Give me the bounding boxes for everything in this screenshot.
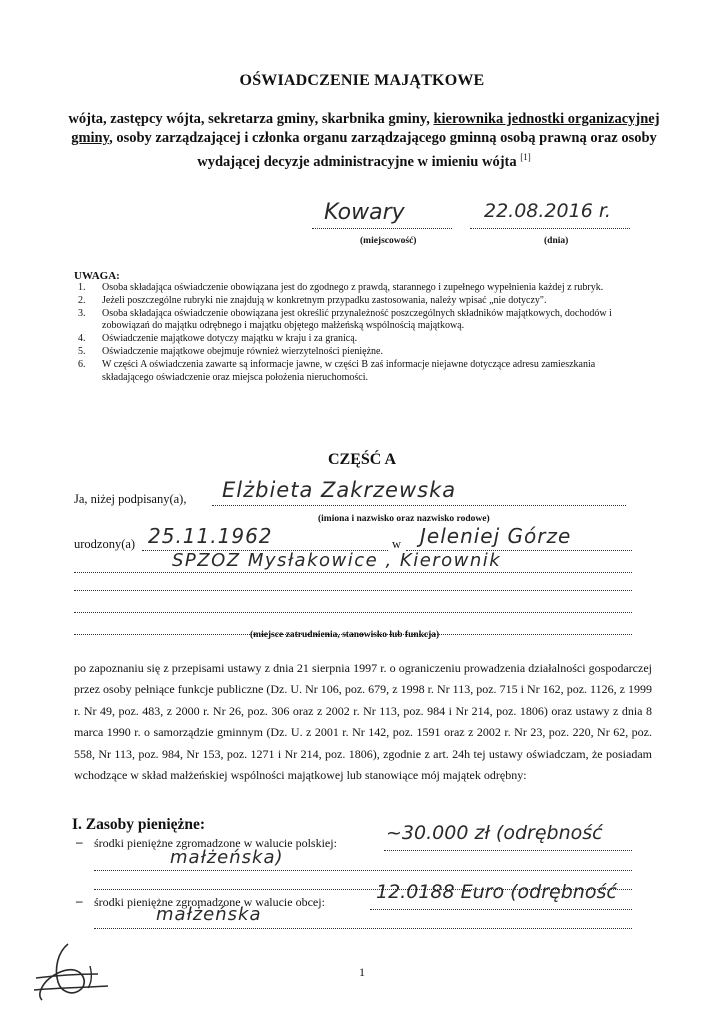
- place-value: Kowary: [324, 200, 405, 225]
- subtitle-text-2: , osoby zarządzającej i członka organu zarządzającego gminną osobą prawną oraz osoby wydającej decyzje administracyjne w imieniu wójta: [109, 130, 657, 170]
- subtitle-text-1: wójta, zastępcy wójta, sekretarza gminy, skarbnika gminy,: [68, 111, 430, 127]
- fx-value-2: małżeńska: [156, 904, 262, 925]
- born-in-label: w: [392, 537, 402, 551]
- uwaga-heading: UWAGA:: [74, 270, 120, 282]
- list-item: 5. Oświadczenie majątkowe obejmuje również wierzytelności pieniężne.: [78, 345, 383, 357]
- fx-label: środki pieniężne zgromadzone w walucie obcej:: [94, 895, 325, 909]
- list-item: 3. Osoba składająca oświadczenie obowiązana jest określić przynależność poszczególnych składników majątkowych, dochodów i zobowiązań do majątku odrębnego i majątku objętego małżeńską wspólnością majątkową.: [78, 307, 612, 332]
- employment-line-2[interactable]: [74, 574, 632, 591]
- born-place-value: Jeleniej Górze: [420, 524, 572, 548]
- born-date-field[interactable]: [142, 524, 388, 551]
- pln-value: ~30.000 zł (odrębność: [386, 822, 603, 844]
- document-title: OŚWIADCZENIE MAJĄTKOWE: [239, 72, 485, 89]
- document-subtitle: [52, 110, 676, 172]
- born-place-field[interactable]: [406, 524, 632, 551]
- list-item: 2. Jeżeli poszczególne rubryki nie znajdują w konkretnym przypadku zastosowania, należy wpisać „nie dotyczy".: [78, 294, 547, 306]
- fx-value: 12.0188 Euro (odrębność: [376, 881, 617, 903]
- date-caption: (dnia): [544, 236, 569, 246]
- date-field[interactable]: [470, 200, 630, 229]
- pln-field[interactable]: [384, 822, 632, 851]
- dash-marker: –: [76, 834, 83, 849]
- footnote-ref: [1]: [520, 152, 531, 162]
- born-date-value: 25.11.1962: [148, 524, 273, 548]
- dash-marker: –: [76, 893, 83, 908]
- signer-value: Elżbieta Zakrzewska: [222, 478, 457, 502]
- list-item: 6. W części A oświadczenia zawarte są informacje jawne, w części B zaś informacje niejawne dotyczące adresu zamieszkania składającego oświadczenie oraz miejsca położenia nieruchomości.: [78, 358, 596, 383]
- subtitle-underlined: kierownika jednostki organizacyjnej gminy: [71, 111, 660, 146]
- part-a-heading: CZĘŚĆ A: [327, 451, 397, 468]
- statement-paragraph: po zapoznaniu się z przepisami ustawy z dnia 21 sierpnia 1997 r. o ograniczeniu prowadzenia działalności gospodarczej przez osoby pełniące funkcje publiczne (Dz. U. Nr 106, poz. 679, z 1998 r. Nr 113, poz. 715 i Nr 162, poz. 1126, z 1999 r. Nr 49, poz. 483, z 2000 r. Nr 26, poz. 306 oraz z 2002 r. Nr 113, poz. 984 i Nr 214, poz. 1806) oraz ustawy z dnia 8 marca 1990 r. o samorządzie gminnym (Dz. U. z 2001 r. Nr 142, poz. 1591 oraz z 2002 r. Nr 23, poz. 220, Nr 62, poz. 558, Nr 113, poz. 984, Nr 153, poz. 1271 i Nr 214, poz. 1806), zgodnie z art. 24h tej ustawy oświadczam, że posiadam wchodzące w skład małżeńskiej wspólności majątkowej lub stanowiące mój majątek odrębny:: [74, 661, 652, 783]
- pln-field-2[interactable]: [94, 847, 632, 871]
- employment-caption: (miejsce zatrudnienia, stanowisko lub funkcja): [250, 630, 440, 640]
- page-number: 1: [359, 965, 365, 979]
- employment-field[interactable]: [74, 552, 632, 573]
- signer-field[interactable]: [212, 478, 626, 506]
- pln-value-2: małżeńska): [170, 847, 284, 868]
- date-value: 22.08.2016 r.: [484, 200, 611, 222]
- employment-value: SPZOZ Mysłakowice , Kierownik: [172, 550, 502, 571]
- list-item: 1. Osoba składająca oświadczenie obowiązana jest do zgodnego z prawdą, starannego i zupełnego wypełnienia każdej z rubryk.: [78, 282, 604, 293]
- born-label: urodzony(a): [74, 537, 136, 551]
- list-item: 4. Oświadczenie majątkowe dotyczy majątku w kraju i za granicą.: [78, 333, 358, 345]
- signer-caption: (imiona i nazwisko oraz nazwisko rodowe): [318, 514, 490, 524]
- section-heading: I. Zasoby pieniężne:: [72, 816, 206, 833]
- pln-label: środki pieniężne zgromadzone w walucie polskiej:: [94, 836, 337, 850]
- fx-field-2[interactable]: [94, 904, 632, 929]
- signer-label: Ja, niżej podpisany(a),: [74, 492, 187, 506]
- employment-line-3[interactable]: [74, 596, 632, 613]
- place-caption: (miejscowość): [360, 236, 417, 246]
- fx-field[interactable]: [370, 881, 632, 910]
- uwaga-list: [78, 282, 638, 384]
- place-field[interactable]: [312, 200, 452, 229]
